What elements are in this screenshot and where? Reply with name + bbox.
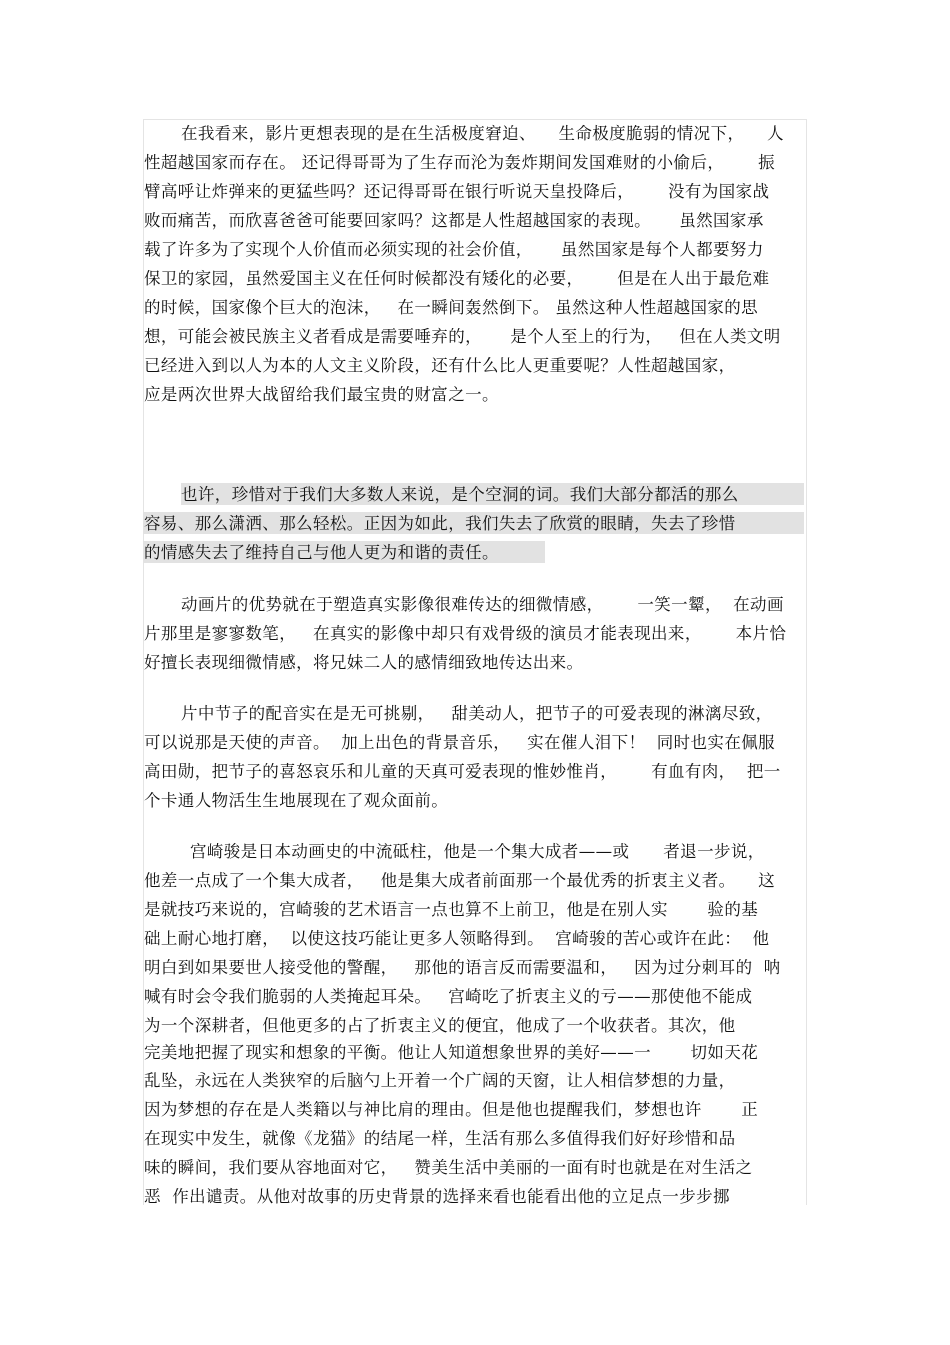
paragraph-5-line: 恶 作出谴责。从他对故事的历史背景的选择来看也能看出他的立足点一步步挪 [144, 1187, 730, 1206]
paragraph-1-line: 应是两次世界大战留给我们最宝贵的财富之一。 [144, 385, 499, 404]
page-border-right [806, 119, 807, 1205]
paragraph-3-line: 好擅长表现细微情感，将兄妹二人的感情细致地传达出来。 [144, 653, 584, 672]
paragraph-3-line: 片那里是寥寥数笔， 在真实的影像中却只有戏骨级的演员才能表现出来， 本片恰 [144, 624, 787, 643]
paragraph-1-line: 载了许多为了实现个人价值而必须实现的社会价值， 虽然国家是每个人都要努力 [144, 240, 764, 259]
paragraph-4-line: 片中节子的配音实在是无可挑剔， 甜美动人，把节子的可爱表现的淋漓尽致， [181, 704, 773, 723]
paragraph-1-line: 已经进入到以人为本的人文主义阶段，还有什么比人更重要呢？人性超越国家， [144, 356, 736, 375]
page-border-top [143, 119, 807, 120]
paragraph-5-line: 为一个深耕者，但他更多的占了折衷主义的便宜，他成了一个收获者。其次，他 [144, 1016, 736, 1035]
paragraph-5-line: 乱坠，永远在人类狭窄的后脑勺上开着一个广阔的天窗，让人相信梦想的力量， [144, 1071, 736, 1090]
paragraph-5-line: 因为梦想的存在是人类籍以与神比肩的理由。但是他也提醒我们，梦想也许 正 [144, 1100, 759, 1119]
paragraph-5-line: 础上耐心地打磨， 以使这技巧能让更多人领略得到。 宫崎骏的苦心或许在此： 他 [144, 929, 770, 948]
paragraph-1-line: 想，可能会被民族主义者看成是需要唾弃的， 是个人至上的行为， 但在人类文明 [144, 327, 781, 346]
paragraph-5-line: 他差一点成了一个集大成者， 他是集大成者前面那一个最优秀的折衷主义者。 这 [144, 871, 776, 890]
paragraph-4-line: 个卡通人物活生生地展现在了观众面前。 [144, 791, 449, 810]
paragraph-5-line: 明白到如果要世人接受他的警醒， 那他的语言反而需要温和， 因为过分刺耳的 呐 [144, 958, 781, 977]
paragraph-3-line: 动画片的优势就在于塑造真实影像很难传达的细微情感， 一笑一颦， 在动画 [181, 595, 784, 614]
paragraph-1-line: 保卫的家园，虽然爱国主义在任何时候都没有矮化的必要， 但是在人出于最危难 [144, 269, 770, 288]
paragraph-1-line: 的时候，国家像个巨大的泡沫， 在一瞬间轰然倒下。 虽然这种人性超越国家的思 [144, 298, 759, 317]
paragraph-2-line: 也许，珍惜对于我们大多数人来说，是个空洞的词。我们大部分都活的那么 [181, 485, 739, 504]
paragraph-5-line: 味的瞬间，我们要从容地面对它， 赞美生活中美丽的一面有时也就是在对生活之 [144, 1158, 753, 1177]
paragraph-2-line: 的情感失去了维持自己与他人更为和谐的责任。 [144, 543, 499, 562]
paragraph-4-line: 高田勋，把节子的喜怒哀乐和儿童的天真可爱表现的惟妙惟肖， 有血有肉， 把一 [144, 762, 781, 781]
paragraph-5-line: 是就技巧来说的，宫崎骏的艺术语言一点也算不上前卫，他是在别人实 验的基 [144, 900, 759, 919]
paragraph-1-line: 败而痛苦，而欣喜爸爸可能要回家吗？这都是人性超越国家的表现。 虽然国家承 [144, 211, 764, 230]
paragraph-5-line: 喊有时会令我们脆弱的人类掩起耳朵。 宫崎吃了折衷主义的亏——那使他不能成 [144, 987, 753, 1006]
paragraph-4-line: 可以说那是天使的声音。 加上出色的背景音乐， 实在催人泪下！ 同时也实在佩服 [144, 733, 776, 752]
paragraph-5-line: 在现实中发生，就像《龙猫》的结尾一样，生活有那么多值得我们好好珍惜和品 [144, 1129, 736, 1148]
paragraph-2-line: 容易、那么潇洒、那么轻松。正因为如此，我们失去了欣赏的眼睛，失去了珍惜 [144, 514, 736, 533]
paragraph-5-line: 完美地把握了现实和想象的平衡。他让人知道想象世界的美好——一 切如天花 [144, 1043, 759, 1062]
paragraph-1-line: 臂高呼让炸弹来的更猛些吗？还记得哥哥在银行听说天皇投降后， 没有为国家战 [144, 182, 770, 201]
paragraph-5-line: 宫崎骏是日本动画史的中流砥柱，他是一个集大成者——或 者退一步说， [190, 842, 765, 861]
paragraph-1-line: 性超越国家而存在。 还记得哥哥为了生存而沦为轰炸期间发国难财的小偷后， 振 [144, 153, 776, 172]
paragraph-1-line: 在我看来，影片更想表现的是在生活极度窘迫、 生命极度脆弱的情况下， 人 [181, 124, 784, 143]
